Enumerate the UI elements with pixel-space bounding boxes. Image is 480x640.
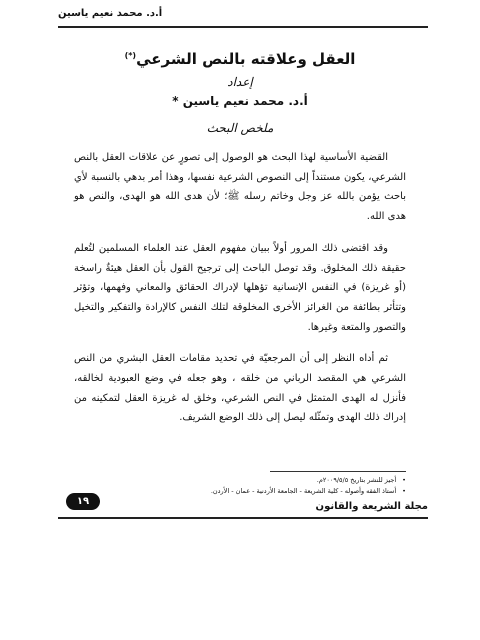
abstract-paragraph-1: القضية الأساسية لهذا البحث هو الوصول إلى تصورٍ عن علاقات العقل بالنص الشرعي، يكون مستنداً إلى النصوص الشرعية نفسها، وهذا أمر بدهي بالنسبة لأي باحث يؤمن بالله عز وجل وخاتم رسله ﷺ؛ لأن هدى الله هو الهدى، والنص هو هدى الله. bbox=[74, 152, 406, 223]
author-footnote-mark: * bbox=[172, 94, 179, 108]
footnote-rule bbox=[270, 471, 406, 472]
footnote-2: • أستاذ الفقه وأصوله - كلية الشريعة - الجامعة الأردنية - عمان - الأردن. bbox=[130, 486, 406, 497]
page-number-badge: ١٩ bbox=[66, 493, 100, 510]
author-line bbox=[0, 94, 480, 108]
abstract-heading: ملخص البحث bbox=[206, 121, 274, 135]
header-rule bbox=[58, 26, 428, 28]
journal-name: مجلة الشريعة والقانون bbox=[315, 501, 428, 512]
prepared-by-label: إعداد bbox=[227, 75, 253, 89]
footnotes bbox=[130, 475, 406, 497]
abstract-body bbox=[74, 148, 406, 440]
abstract-paragraph-3: ثم أداه النظر إلى أن المرجعيّة في تحديد مقامات العقل البشري من النص الشرعي هي المقصد الرباني من خلقه ، وهو جعله في وضع العبودية لخالقه، فأنزل له الهدى المتمثل في النص الشرعي، وخلق له غريزة العقل لتمكينه من إدراك ذلك الهدى وتمثّله ليصل إلى ذلك الوضع الشريف. bbox=[74, 353, 406, 424]
author-name: أ.د. محمد نعيم ياسين bbox=[182, 94, 308, 108]
abstract-paragraph-2: وقد اقتضى ذلك المرور أولاً ببيان مفهوم العقل عند العلماء المسلمين لتُعلم حقيقة ذلك المخلوق. وقد توصل الباحث إلى ترجيح القول بأن العقل هيئةٌ راسخة (أو غريزة) في النفس الإنسانية تؤهلها لإدراك الحقائق والمعاني وفهمها، وتؤثر وتتأثر بطائفة من الغرائز الأخرى المخلوقة لتلك النفس كالإرادة والتفكير والتخيل والتصور والمتعة وغيرها. bbox=[74, 242, 406, 333]
title-footnote-mark: (*) bbox=[124, 51, 137, 60]
running-header-author: أ.د. محمد نعيم ياسين bbox=[58, 8, 163, 19]
article-title-text: العقل وعلاقته بالنص الشرعي bbox=[136, 50, 356, 68]
footer-rule bbox=[58, 517, 428, 519]
footnote-1: • أجيز للنشر بتاريخ ٢٠٠٩/٥/٥م. bbox=[130, 475, 406, 486]
article-title bbox=[0, 50, 480, 68]
